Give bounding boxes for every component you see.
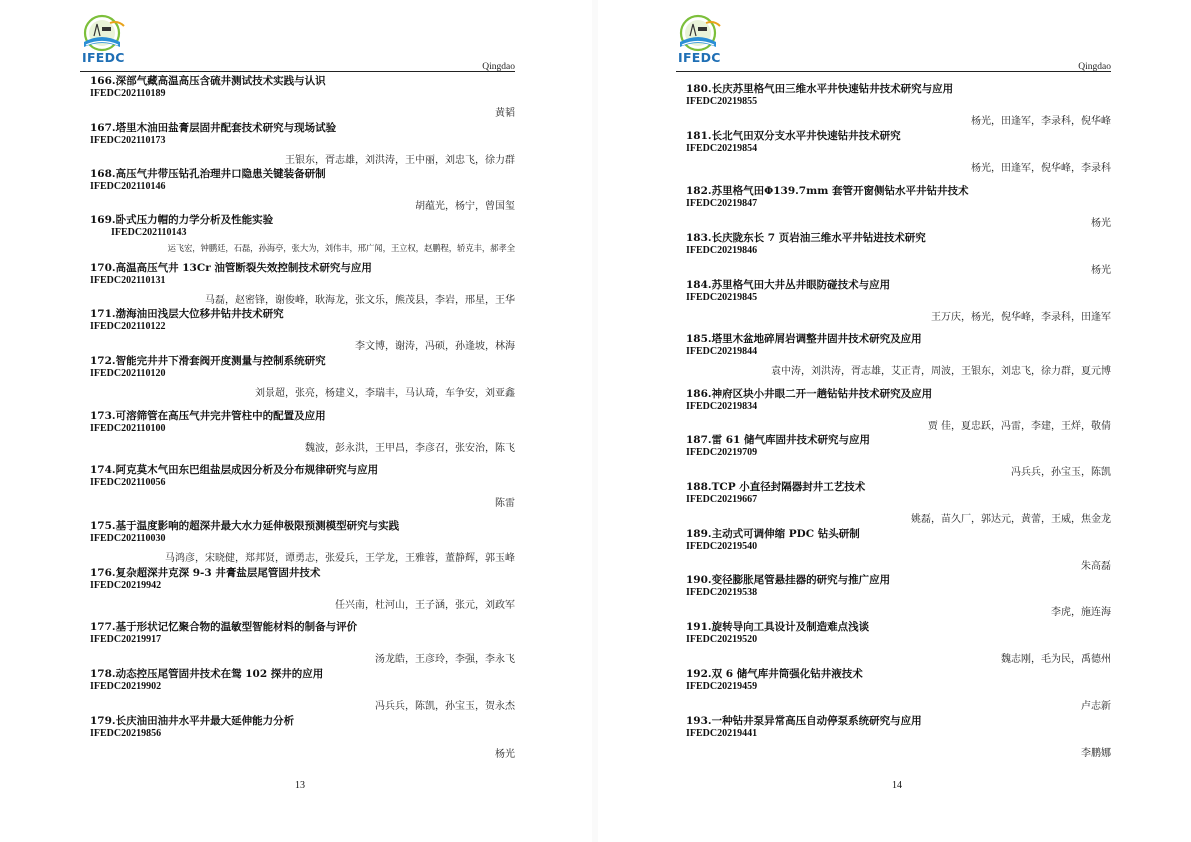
- left-page: [0, 0, 595, 842]
- entry-authors: 李虎，施连海: [1051, 607, 1111, 618]
- entry-title: 167.塔里木油田盐膏层固井配套技术研究与现场试验: [90, 122, 337, 134]
- entry-authors: 李鹏娜: [1081, 748, 1111, 759]
- entry-authors: 袁中涛，刘洪涛，胥志雄，艾正青，周波，王银东，刘忠飞，徐力群，夏元博: [771, 366, 1111, 377]
- list-item: [90, 619, 515, 664]
- list-item: [686, 277, 1111, 322]
- entry-code: IFEDC202110056: [90, 477, 166, 488]
- list-item: [686, 572, 1111, 617]
- entry-authors: 卢志新: [1081, 701, 1111, 712]
- entry-title: 178.动态控压尾管固井技术在鸳 102 探井的应用: [90, 668, 324, 680]
- entry-code: IFEDC202110120: [90, 368, 166, 379]
- list-item: [686, 619, 1111, 664]
- entry-authors: 冯兵兵，孙宝玉，陈凯: [1011, 467, 1111, 478]
- entry-authors: 朱高磊: [1081, 561, 1111, 572]
- entry-title: 168.高压气井带压钻孔治理井口隐患关键装备研制: [90, 168, 326, 180]
- entry-code: IFEDC202110100: [90, 423, 166, 434]
- entry-authors: 魏波，彭永洪，王甲昌，李彦召，张安治，陈飞: [305, 443, 515, 454]
- list-item: [686, 666, 1111, 711]
- entry-code: IFEDC20219667: [686, 494, 758, 505]
- entry-code: IFEDC20219834: [686, 401, 758, 412]
- entry-title: 177.基于形状记忆聚合物的温敏型智能材料的制备与评价: [90, 621, 358, 633]
- entry-code: IFEDC20219902: [90, 681, 162, 692]
- list-item: [90, 565, 515, 610]
- list-item: [90, 212, 515, 257]
- entry-title: 186.神府区块小井眼二开一趟钻钻井技术研究及应用: [686, 388, 933, 400]
- entry-code: IFEDC20219441: [686, 728, 758, 739]
- entry-authors: 姚磊，苗久厂，郭达元，黄蕾，王威，焦金龙: [911, 514, 1111, 525]
- entry-authors: 杨光: [1091, 265, 1111, 276]
- entry-title: 193.一种钻井泵异常高压自动停泵系统研究与应用: [686, 715, 922, 727]
- entry-title: 187.雷 61 储气库固井技术研究与应用: [686, 434, 870, 446]
- entry-authors: 陈雷: [495, 498, 515, 509]
- list-item: [90, 666, 515, 711]
- entry-authors: 杨光: [1091, 218, 1111, 229]
- entry-title: 189.主动式可调伸缩 PDC 钻头研制: [686, 528, 860, 540]
- entry-title: 192.双 6 储气库井筒强化钻井液技术: [686, 668, 863, 680]
- entry-title: 182.苏里格气田Φ139.7mm 套管开窗侧钻水平井钻井技术: [686, 185, 969, 197]
- list-item: [90, 462, 515, 507]
- list-item: [90, 408, 515, 453]
- entry-code: IFEDC202110131: [90, 275, 166, 286]
- entry-title: 183.长庆陇东长 7 页岩油三维水平井钻进技术研究: [686, 232, 926, 244]
- entry-code: IFEDC202110030: [90, 533, 166, 544]
- entry-authors: 任兴南，杜河山，王子涵，张元，刘政军: [335, 600, 515, 611]
- entry-title: 176.复杂超深井克深 9-3 井膏盐层尾管固井技术: [90, 567, 321, 579]
- ifedc-logo: [676, 14, 736, 72]
- entry-title: 174.阿克莫木气田东巴组盐层成因分析及分布规律研究与应用: [90, 464, 379, 476]
- entry-code: IFEDC20219847: [686, 198, 758, 209]
- entry-code: IFEDC20219520: [686, 634, 758, 645]
- entry-authors: 魏志刚，毛为民，禹德州: [1001, 654, 1111, 665]
- list-item: [90, 306, 515, 351]
- entry-title: 185.塔里木盆地碎屑岩调整井固井技术研究及应用: [686, 333, 922, 345]
- list-item: [90, 260, 515, 305]
- list-item: [686, 713, 1111, 758]
- entry-title: 191.旋转导向工具设计及制造难点浅谈: [686, 621, 870, 633]
- entry-title: 179.长庆油田油井水平井最大延伸能力分析: [90, 715, 295, 727]
- entry-authors: 王万庆，杨光，倪华峰，李录科，田逢军: [931, 312, 1111, 323]
- list-item: [686, 128, 1111, 173]
- entry-title: 170.高温高压气井 13Cr 油管断裂失效控制技术研究与应用: [90, 262, 372, 274]
- entry-title: 190.变径膨胀尾管悬挂器的研究与推广应用: [686, 574, 891, 586]
- list-item: [686, 331, 1111, 376]
- list-item: [686, 479, 1111, 524]
- list-item: [90, 353, 515, 398]
- entry-title: 175.基于温度影响的超深井最大水力延伸极限预测模型研究与实践: [90, 520, 400, 532]
- list-item: [686, 386, 1111, 431]
- entry-title: 173.可溶筛管在高压气井完井管柱中的配置及应用: [90, 410, 326, 422]
- page-number: 14: [892, 780, 902, 791]
- entry-title: 166.深部气藏高温高压含硫井测试技术实践与认识: [90, 75, 326, 87]
- entry-code: IFEDC202110173: [90, 135, 166, 146]
- entry-title: 169.卧式压力帽的力学分析及性能实验: [90, 214, 274, 226]
- entry-authors: 汤龙皓，王彦玲，李强，李永飞: [375, 654, 515, 665]
- page-number: 13: [295, 780, 305, 791]
- entry-authors: 王银东，胥志雄，刘洪涛，王中丽，刘忠飞，徐力群: [285, 155, 515, 166]
- entry-code: IFEDC20219540: [686, 541, 758, 552]
- entry-title: 180.长庆苏里格气田三维水平井快速钻井技术研究与应用: [686, 83, 954, 95]
- entry-code: IFEDC20219459: [686, 681, 758, 692]
- entry-authors: 刘景超，张亮，杨建义，李瑞丰，马认琦，车争安，刘亚鑫: [255, 388, 515, 399]
- list-item: [90, 120, 515, 165]
- logo-text: IFEDC: [82, 50, 125, 65]
- header-rule: [676, 71, 1111, 72]
- header-rule: [80, 71, 515, 72]
- entry-code: IFEDC20219942: [90, 580, 162, 591]
- entry-code: IFEDC20219856: [90, 728, 162, 739]
- entry-code: IFEDC20219844: [686, 346, 758, 357]
- list-item: [90, 73, 515, 118]
- entry-code: IFEDC20219709: [686, 447, 758, 458]
- entry-code: IFEDC20219845: [686, 292, 758, 303]
- entry-title: 181.长北气田双分支水平井快速钻井技术研究: [686, 130, 901, 142]
- list-item: [686, 183, 1111, 228]
- entry-authors: 杨光，田逢军，李录科，倪华峰: [971, 116, 1111, 127]
- logo-text: IFEDC: [678, 50, 721, 65]
- entry-title: 184.苏里格气田大井丛井眼防碰技术与应用: [686, 279, 891, 291]
- entry-title: 171.渤海油田浅层大位移井钻井技术研究: [90, 308, 284, 320]
- entry-code: IFEDC20219538: [686, 587, 758, 598]
- list-item: [686, 230, 1111, 275]
- entry-authors: 杨光，田逢军，倪华峰，李录科: [971, 163, 1111, 174]
- entry-authors: 贾 佳，夏忠跃，冯雷，李建，王烊，敬倩: [927, 421, 1111, 432]
- list-item: [90, 713, 515, 758]
- entry-code: IFEDC202110143: [111, 227, 187, 238]
- list-item: [686, 81, 1111, 126]
- list-item: [686, 432, 1111, 477]
- entry-authors: 李文博，谢涛，冯硕，孙逢坡，林海: [355, 341, 515, 352]
- page-header: [676, 14, 1111, 72]
- entry-authors: 冯兵兵，陈凯，孙宝玉，贺永杰: [375, 701, 515, 712]
- entry-authors: 胡蕴光，杨宁，曾国玺: [415, 201, 515, 212]
- entry-authors: 马鸿彦，宋晓健，郑邦贤，谭勇志，张爱兵，王学龙，王雅蓉，董静辉，郭玉峰: [165, 553, 515, 564]
- list-item: [90, 518, 515, 563]
- entry-title: 172.智能完井井下滑套阀开度测量与控制系统研究: [90, 355, 326, 367]
- right-page: [596, 0, 1191, 842]
- list-item: [90, 166, 515, 211]
- header-location: Qingdao: [482, 62, 515, 72]
- entry-code: IFEDC20219855: [686, 96, 758, 107]
- entry-authors: 马磊，赵密锋，谢俊峰，耿海龙，张文乐，熊茂县，李岩，邢星，王华: [205, 295, 515, 306]
- entry-authors: 杨光: [495, 749, 515, 760]
- entry-code: IFEDC20219846: [686, 245, 758, 256]
- entry-authors: 黄韬: [495, 108, 515, 119]
- page-header: [80, 14, 515, 72]
- entry-title: 188.TCP 小直径封隔器封井工艺技术: [686, 481, 866, 493]
- entry-code: IFEDC20219917: [90, 634, 162, 645]
- entry-code: IFEDC202110122: [90, 321, 166, 332]
- entry-authors: 运飞宏，钟鹏廷，石磊，孙海亭，张大为，刘伟丰，邢广闻，王立权，赵鹏程，轿克丰，郝孝全: [167, 243, 515, 253]
- list-item: [686, 526, 1111, 571]
- entry-code: IFEDC202110189: [90, 88, 166, 99]
- entry-code: IFEDC202110146: [90, 181, 166, 192]
- header-location: Qingdao: [1078, 62, 1111, 72]
- entry-code: IFEDC20219854: [686, 143, 758, 154]
- ifedc-logo: [80, 14, 140, 72]
